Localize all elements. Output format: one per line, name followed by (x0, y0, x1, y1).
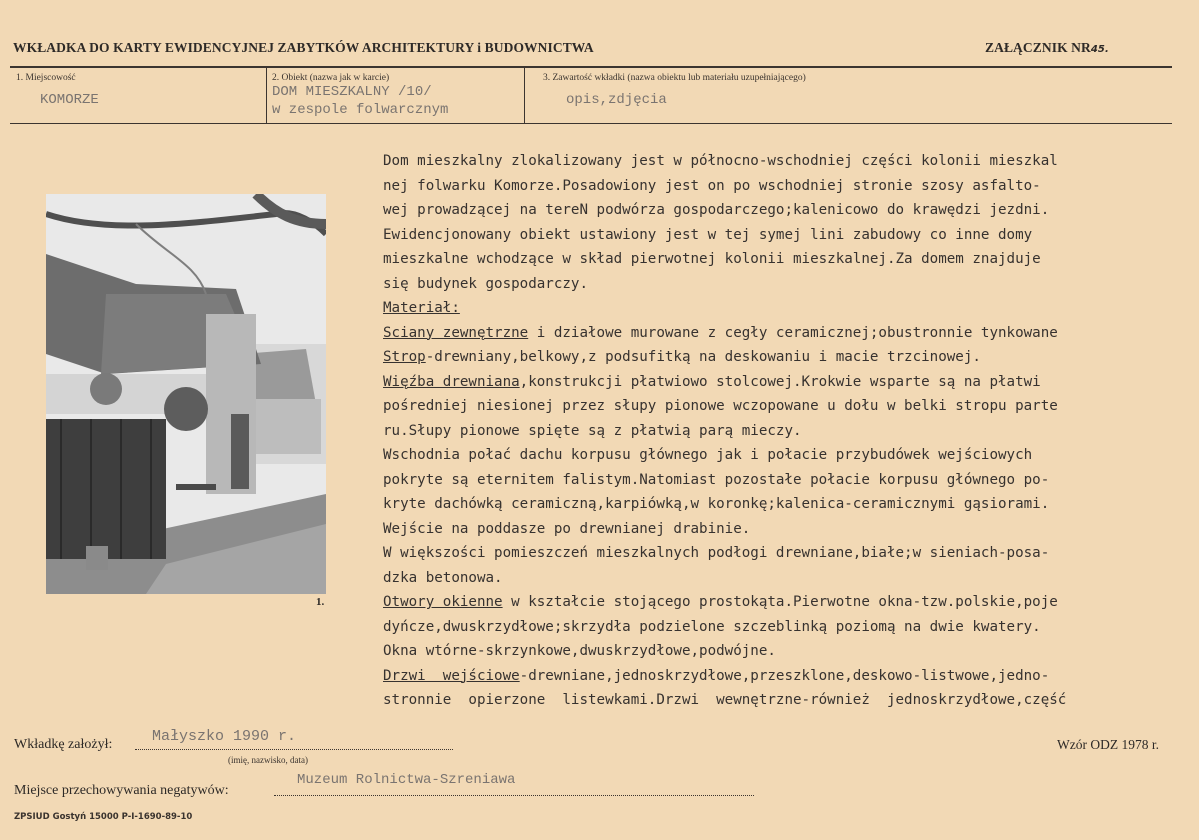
printer-info: ZPSIUD Gostyń 15000 P-I-1690-89-10 (14, 812, 193, 822)
fields-bottom-rule (10, 123, 1172, 124)
description-line (383, 615, 1066, 640)
description-block (383, 149, 1066, 713)
description-text: Wejście na poddasze po drewnianej drabinie. (383, 520, 751, 537)
house-photo-image (46, 194, 326, 594)
description-line (383, 247, 1066, 272)
description-text: kryte dachówką ceramiczną,karpiówką,w koronkę;kalenica-ceramicznymi gąsiorami. (383, 496, 1050, 512)
negatives-value: Muzeum Rolnictwa-Szreniawa (297, 772, 516, 788)
description-line (383, 272, 1066, 297)
description-line (383, 541, 1066, 566)
description-line (383, 664, 1066, 689)
description-line (383, 345, 1066, 370)
description-heading: Strop (383, 349, 426, 365)
field-divider-1 (266, 68, 267, 123)
description-text: ,konstrukcji płatwiowo stolcowej.Krokwie wsparte są na płatwi (519, 373, 1041, 390)
founded-hint: (imię, nazwisko, data) (228, 755, 308, 765)
description-line (383, 223, 1066, 248)
description-line (383, 394, 1066, 419)
description-text: i działowe murowane z cegły ceramicznej;obustronnie tynkowane (528, 324, 1058, 341)
description-line (383, 590, 1066, 615)
description-text: W większości pomieszczeń mieszkalnych podłogi drewniane,białe;w sieniach-posa- (383, 545, 1050, 561)
object-label: 2. Obiekt (nazwa jak w karcie) (272, 73, 390, 83)
description-text: -drewniany,belkowy,z podsufitką na deskowaniu i macie trzcinowej. (425, 349, 981, 365)
description-text: stronnie opierzone listewkami.Drzwi wewnętrzne-również jednoskrzydłowe,część (383, 692, 1067, 708)
contents-label: 3. Zawartość wkładki (nazwa obiektu lub materiału uzupełniającego) (543, 73, 806, 83)
house-photograph (46, 194, 326, 594)
field-divider-2 (524, 68, 525, 123)
attachment-number: 45. (1090, 44, 1109, 55)
description-text: Dom mieszkalny zlokalizowany jest w północno-wschodniej części kolonii mieszkal (383, 153, 1058, 169)
description-line (383, 174, 1066, 199)
description-heading: Otwory okienne (383, 594, 503, 610)
form-label: Wzór ODZ 1978 r. (1057, 737, 1159, 752)
description-text: Ewidencjonowany obiekt ustawiony jest w tej symej lini zabudowy co inne domy (383, 226, 1033, 243)
description-text: dzka betonowa. (383, 569, 503, 586)
locality-label: 1. Miejscowość (16, 73, 76, 83)
description-line (383, 688, 1066, 713)
description-text: -drewniane,jednoskrzydłowe,przeszklone,deskowo-listwowe,jedno- (519, 667, 1050, 684)
description-heading: Sciany zewnętrzne (383, 324, 529, 341)
header-rule (10, 66, 1172, 68)
attachment-label-text: ZAŁĄCZNIK NR (985, 40, 1091, 55)
description-text: ru.Słupy pionowe spięte są z płatwią parą mieczy. (383, 422, 802, 439)
object-value-line1: DOM MIESZKALNY /10/ (272, 84, 432, 100)
description-line (383, 443, 1066, 468)
form-title: WKŁADKA DO KARTY EWIDENCYJNEJ ZABYTKÓW ARCHITEKTURY i BUDOWNICTWA (13, 40, 594, 55)
description-text: mieszkalne wchodzące w skład pierwotnej kolonii mieszkalnej.Za domem znajduje (383, 251, 1041, 267)
contents-value: opis,zdjęcia (566, 92, 667, 108)
founded-value: Małyszko 1990 r. (152, 728, 297, 745)
description-line (383, 639, 1066, 664)
description-heading: Więźba drewniana (383, 373, 520, 390)
description-line (383, 492, 1066, 517)
attachment-label (985, 40, 1109, 56)
description-heading: Drzwi wejściowe (383, 667, 520, 684)
description-line (383, 321, 1066, 346)
description-heading: Materiał: (383, 300, 460, 316)
description-text: się budynek gospodarczy. (383, 275, 588, 292)
description-text: pośredniej niesionej przez słupy pionowe wczopowane u dołu w belki stropu parte (383, 398, 1058, 414)
description-line (383, 370, 1066, 395)
description-text: nej folwarku Komorze.Posadowiony jest on po wschodniej stronie szosy asfalto- (383, 177, 1041, 194)
founded-dotted-line (135, 749, 453, 750)
description-line (383, 296, 1066, 321)
object-value-line2: w zespole folwarcznym (272, 102, 449, 118)
description-text: Wschodnia połać dachu korpusu głównego jak i połacie przybudówek wejściowych (383, 447, 1033, 463)
founded-label: Wkładkę założył: (14, 737, 113, 752)
description-text: dyńcze,dwuskrzydłowe;skrzydła podzielone szczeblinką poziomą na dwie kwatery. (383, 618, 1041, 635)
description-line (383, 149, 1066, 174)
negatives-dotted-line (274, 795, 754, 796)
description-line (383, 566, 1066, 591)
description-text: w kształcie stojącego prostokąta.Pierwotne okna-tzw.polskie,poje (502, 594, 1058, 610)
negatives-label: Miejsce przechowywania negatywów: (14, 783, 229, 798)
locality-value: KOMORZE (40, 92, 99, 108)
description-text: pokryte są eternitem falistym.Natomiast pozostałe połacie korpusu głównego po- (383, 471, 1050, 488)
description-line (383, 517, 1066, 542)
photo-caption: 1. (316, 596, 325, 608)
description-lines (383, 149, 1066, 713)
description-line (383, 419, 1066, 444)
description-line (383, 198, 1066, 223)
description-text: wej prowadzącej na tereN podwórza gospodarczego;kalenicowo do krawędzi jezdni. (383, 202, 1050, 218)
description-text: Okna wtórne-skrzynkowe,dwuskrzydłowe,podwójne. (383, 643, 776, 659)
description-line (383, 468, 1066, 493)
